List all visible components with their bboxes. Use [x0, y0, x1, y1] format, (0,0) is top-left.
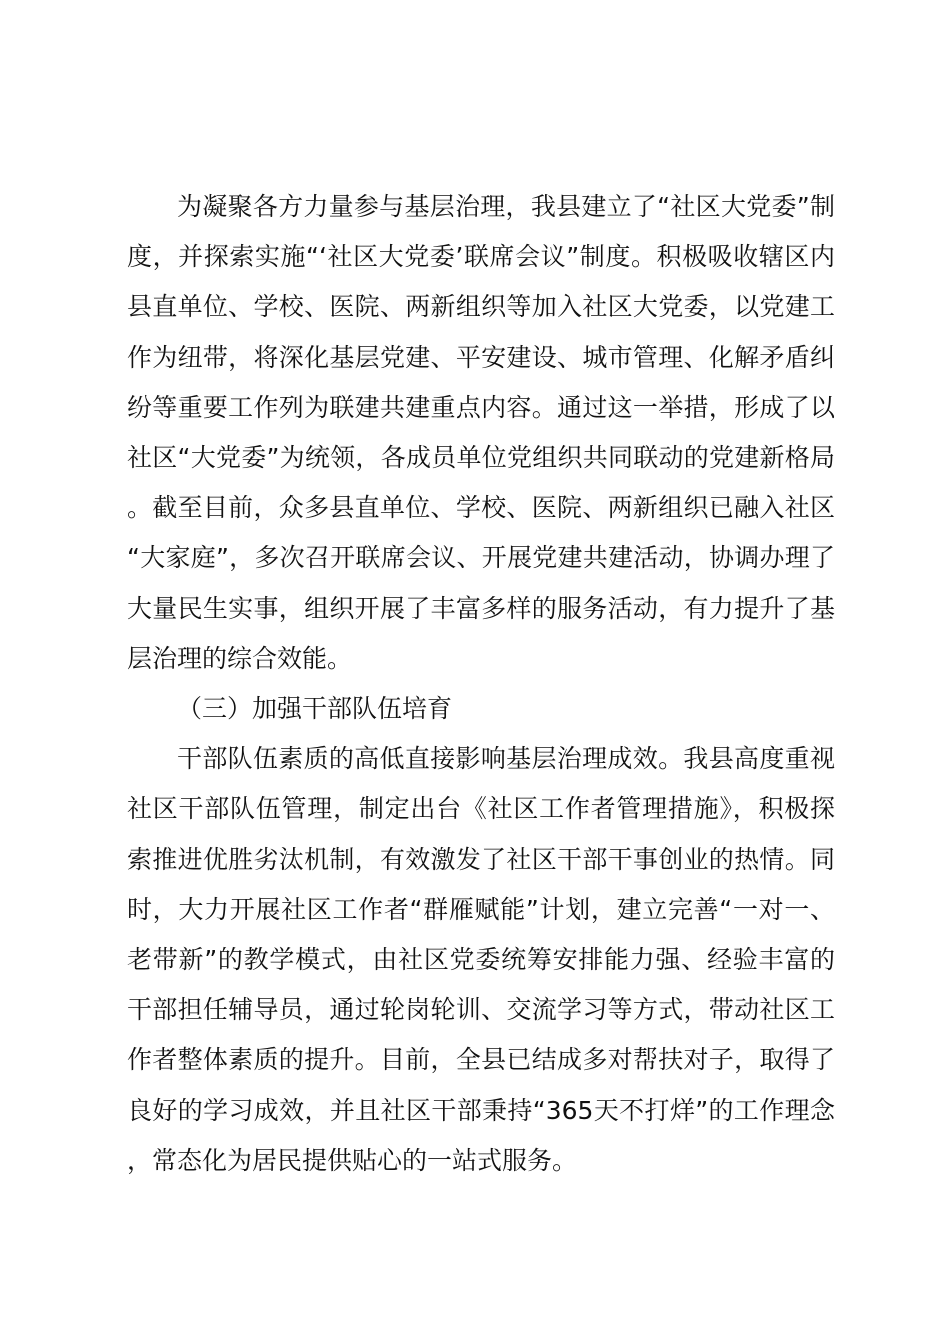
paragraph-community-party-committee: 为凝聚各方力量参与基层治理，我县建立了“社区大党委”制度，并探索实施“‘社区大党委’联席会议”制度。积极吸收辖区内县直单位、学校、医院、两新组织等加入社区大党委，以党建工作为纽带，将深化基层党建、平安建设、城市管理、化解矛盾纠纷等重要工作列为联建共建重点内容。通过这一举措，形成了以社区“大党委”为统领，各成员单位党组织共同联动的党建新格局。截至目前，众多县直单位、学校、医院、两新组织已融入社区“大家庭”，多次召开联席会议、开展党建共建活动，协调办理了大量民生实事，组织开展了丰富多样的服务活动，有力提升了基层治理的综合效能。 [127, 192, 835, 673]
section-heading: （三）加强干部队伍培育 [177, 694, 453, 724]
document-body [127, 182, 835, 1186]
paragraph-cadre-training: 干部队伍素质的高低直接影响基层治理成效。我县高度重视社区干部队伍管理，制定出台《社区工作者管理措施》，积极探索推进优胜劣汰机制，有效激发了社区干部干事创业的热情。同时，大力开展社区工作者“群雁赋能”计划，建立完善“一对一、老带新”的教学模式，由社区党委统筹安排能力强、经验丰富的干部担任辅导员，通过轮岗轮训、交流学习等方式，带动社区工作者整体素质的提升。目前，全县已结成多对帮扶对子，取得了良好的学习成效，并且社区干部秉持“365天不打烊”的工作理念，常态化为居民提供贴心的一站式服务。 [127, 744, 835, 1175]
